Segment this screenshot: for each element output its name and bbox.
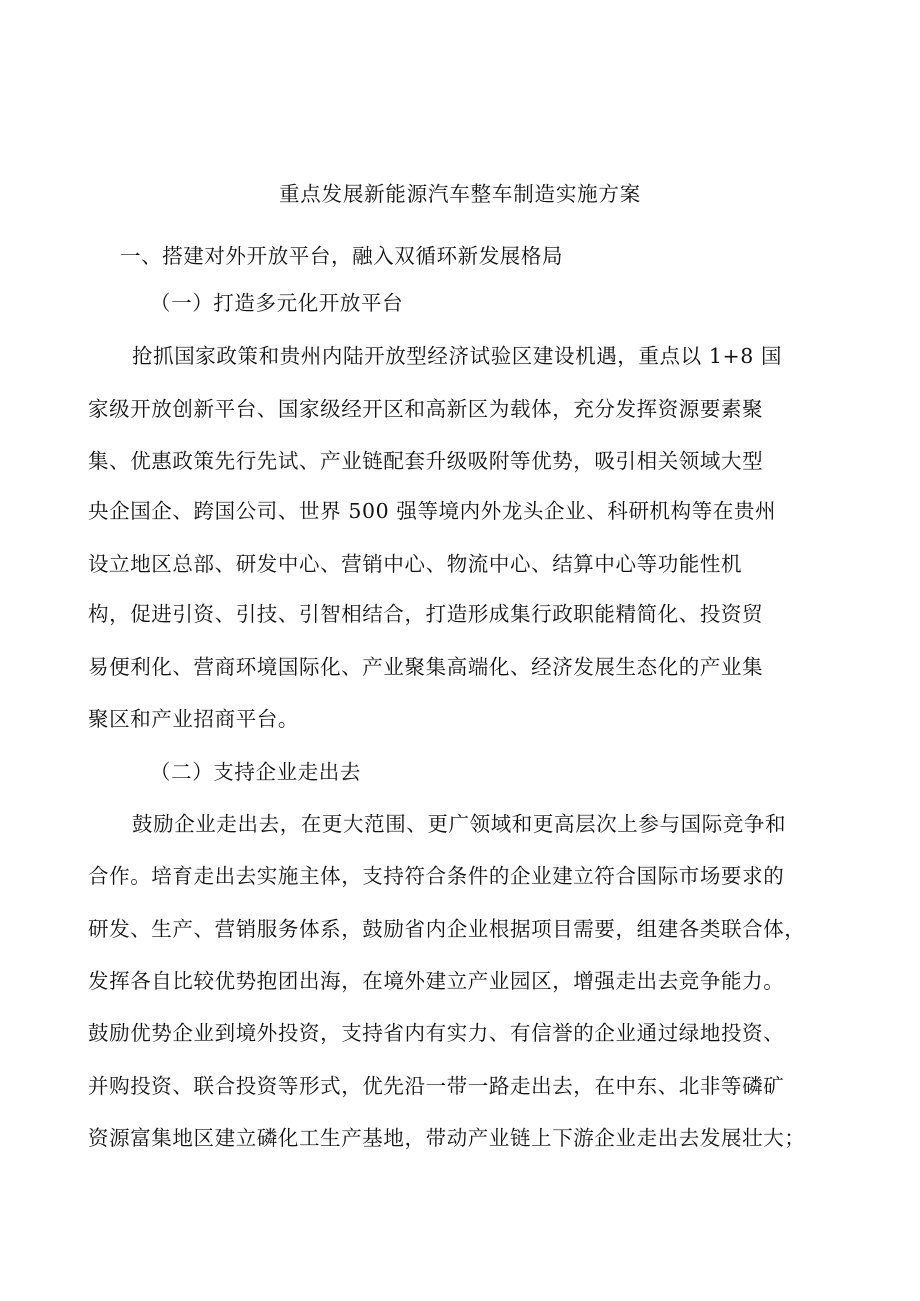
subsection-heading: （一）打造多元化开放平台: [150, 291, 404, 315]
paragraph-line: 资源富集地区建立磷化工生产基地，带动产业链上下游企业走出去发展壮大；: [88, 1126, 806, 1150]
paragraph-line: 易便利化、营商环境国际化、产业聚集高端化、经济发展生态化的产业集: [88, 655, 764, 679]
paragraph-line: 发挥各自比较优势抱团出海，在境外建立产业园区，增强走出去竞争能力。: [88, 969, 785, 993]
paragraph-line: 聚区和产业招商平台。: [88, 707, 299, 731]
paragraph-line: 并购投资、联合投资等形式，优先沿一带一路走出去，在中东、北非等磷矿: [88, 1074, 785, 1098]
paragraph-line: 家级开放创新平台、国家级经开区和高新区为载体，充分发挥资源要素聚: [88, 397, 764, 421]
subsection-heading: （二）支持企业走出去: [150, 760, 361, 784]
paragraph-line: 鼓励优势企业到境外投资，支持省内有实力、有信誉的企业通过绿地投资、: [88, 1021, 785, 1045]
paragraph-line: 构，促进引资、引技、引智相结合，打造形成集行政职能精简化、投资贸: [88, 602, 764, 626]
document-title: 重点发展新能源汽车整车制造实施方案: [278, 182, 642, 206]
paragraph-line: 央企国企、跨国公司、世界 500 强等境内外龙头企业、科研机构等在贵州: [88, 499, 777, 523]
paragraph-line: 研发、生产、营销服务体系，鼓励省内企业根据项目需要，组建各类联合体，: [88, 917, 806, 941]
paragraph-line: 鼓励企业走出去，在更大范围、更广领域和更高层次上参与国际竞争和: [132, 812, 787, 836]
paragraph-line: 集、优惠政策先行先试、产业链配套升级吸附等优势，吸引相关领域大型: [88, 449, 764, 473]
paragraph-line: 设立地区总部、研发中心、营销中心、物流中心、结算中心等功能性机: [88, 552, 743, 576]
paragraph-line: 抢抓国家政策和贵州内陆开放型经济试验区建设机遇，重点以 1+8 国: [132, 344, 783, 368]
section-heading: 一、搭建对外开放平台，融入双循环新发展格局: [120, 244, 564, 268]
paragraph-line: 合作。培育走出去实施主体，支持符合条件的企业建立符合国际市场要求的: [88, 864, 785, 888]
